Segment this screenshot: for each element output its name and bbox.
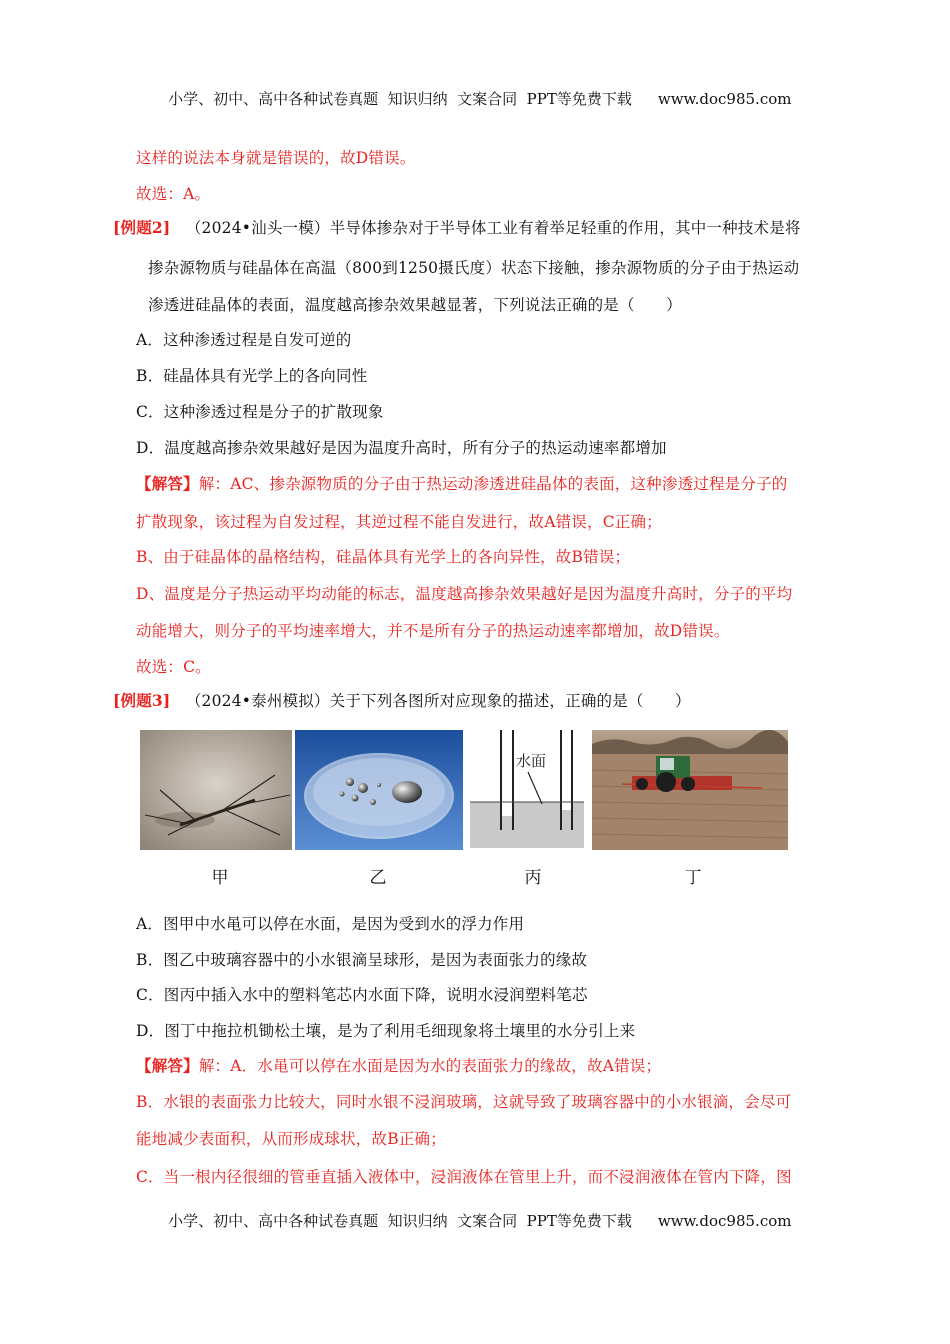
capillary-tubes-diagram [466,730,588,850]
q3-option-c: C．图丙中插入水中的塑料笔芯内水面下降，说明水浸润塑料笔芯 [136,986,588,1004]
figure-panel-jia [140,730,292,850]
caption-jia: 甲 [211,868,229,888]
page-header [0,70,950,109]
figure-panel-ding [592,730,788,850]
figure-panel-yi [295,730,463,850]
header-site: www.doc985.com [657,90,792,108]
q2-stem-line-2: 掺杂源物质与硅晶体在高温（800到1250摄氏度）状态下接触，掺杂源物质的分子由于热运动 [148,259,800,277]
q2-solution-line-4: D、温度是分子热运动平均动能的标志，温度越高掺杂效果越好是因为温度升高时，分子的平均 [136,585,793,603]
tractor-field-photo [592,730,788,850]
q2-stem-line-1 [113,216,801,238]
q3-solution-line-2: B．水银的表面张力比较大，同时水银不浸润玻璃，这就导致了玻璃容器中的小水银滴，会尽可 [136,1093,792,1111]
q3-option-b: B．图乙中玻璃容器中的小水银滴呈球形，是因为表面张力的缘故 [136,951,588,969]
q2-option-b: B．硅晶体具有光学上的各向同性 [136,367,368,385]
prev-solution-line: 这样的说法本身就是错误的，故D错误。 [136,149,416,167]
q2-answer: 故选：C。 [136,658,211,676]
caption-ding: 丁 [684,868,702,888]
page-footer [0,1192,950,1231]
footer-site: www.doc985.com [657,1212,792,1230]
q3-solution-line-3: 能地减少表面积，从而形成球状，故B正确； [136,1130,446,1148]
q2-stem-line-3: 渗透进硅晶体的表面，温度越高掺杂效果越显著，下列说法正确的是（ ） [148,296,682,314]
q2-option-d: D．温度越高掺杂效果越好是因为温度升高时，所有分子的热运动速率都增加 [136,439,667,457]
q2-option-c: C．这种渗透过程是分子的扩散现象 [136,403,384,421]
q3-solution-line-4: C．当一根内径很细的管垂直插入液体中，浸润液体在管里上升，而不浸润液体在管内下降，图 [136,1168,792,1186]
q3-stem-text: （2024•泰州模拟）关于下列各图所对应现象的描述，正确的是（ ） [185,692,691,710]
q3-stem-line [113,689,691,711]
q2-solution-line-3: B、由于硅晶体的晶格结构，硅晶体具有光学上的各向异性，故B错误； [136,548,631,566]
q3-tag: [例题3] [113,691,171,710]
figure-panel-bing [466,730,588,850]
q3-solution-label: 【解答】 [136,1056,199,1075]
q3-option-d: D．图丁中拖拉机锄松土壤，是为了利用毛细现象将土壤里的水分引上来 [136,1022,636,1040]
q3-solution-line-1 [136,1054,661,1076]
q3-figure [140,730,790,890]
header-text: 小学、初中、高中各种试卷真题 知识归纳 文案合同 PPT等免费下载 [168,90,632,108]
water-surface-label: 水面 [516,752,547,770]
caption-bing: 丙 [524,868,542,888]
mercury-dish-photo [295,730,463,850]
prev-answer: 故选：A。 [136,185,211,203]
q2-solution-line-1 [136,472,787,494]
water-strider-photo [140,730,292,850]
q2-solution-line-5: 动能增大，则分子的平均速率增大，并不是所有分子的热运动速率都增加，故D错误。 [136,622,730,640]
q2-solution-text-1: 解：AC、掺杂源物质的分子由于热运动渗透进硅晶体的表面，这种渗透过程是分子的 [198,475,788,493]
q2-solution-label: 【解答】 [136,474,199,493]
q3-option-a: A．图甲中水黾可以停在水面，是因为受到水的浮力作用 [136,915,525,933]
q2-solution-line-2: 扩散现象，该过程为自发过程，其逆过程不能自发进行，故A错误，C正确； [136,513,662,531]
q3-solution-text-1: 解：A．水黾可以停在水面是因为水的表面张力的缘故，故A错误； [198,1057,662,1075]
caption-yi: 乙 [369,868,387,888]
footer-text: 小学、初中、高中各种试卷真题 知识归纳 文案合同 PPT等免费下载 [168,1212,632,1230]
q2-stem-text-1: （2024•汕头一模）半导体掺杂对于半导体工业有着举足轻重的作用，其中一种技术是将 [185,219,801,237]
q2-option-a: A．这种渗透过程是自发可逆的 [136,331,352,349]
q2-tag: [例题2] [113,218,171,237]
